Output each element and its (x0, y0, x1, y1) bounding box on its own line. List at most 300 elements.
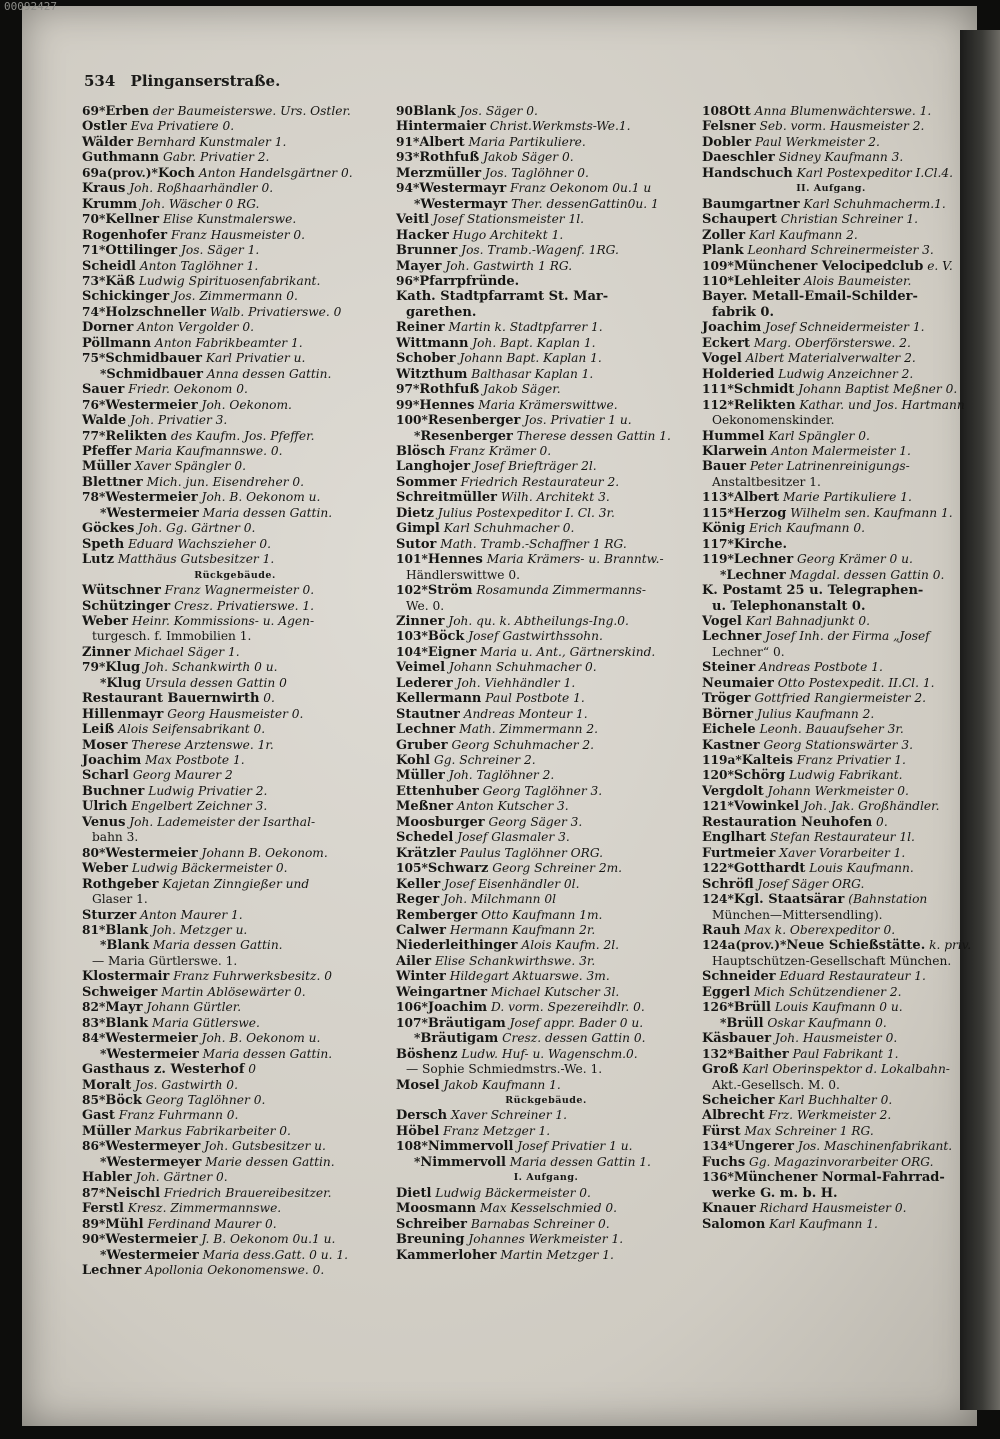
entry-name: Moser (82, 737, 128, 753)
entry-name: Wittmann (396, 335, 469, 351)
entry-name: Calwer (396, 923, 447, 939)
entry-details: Maria dess.Gatt. 0 u. 1. (198, 1247, 348, 1262)
directory-entry (702, 397, 965, 413)
directory-entry (82, 938, 388, 953)
entry-name: Erben (105, 104, 149, 119)
directory-entry (82, 738, 388, 753)
column-2 (396, 104, 696, 1263)
entry-details: Kajetan Zinngießer und (158, 876, 310, 891)
entry-name: Dersch (396, 1108, 448, 1124)
entry-name: Schneider (702, 969, 776, 985)
entry-name: Kraus (82, 181, 126, 197)
entry-continuation: turgesch. f. Immobilien 1. (92, 629, 252, 644)
entry-name: Westermeier (106, 1046, 199, 1062)
entry-continuation: Oekonomenskinder. (712, 413, 835, 428)
directory-entry (82, 846, 388, 861)
directory-entry (702, 676, 960, 691)
entry-name: Moralt (82, 1077, 132, 1093)
directory-entry (702, 336, 960, 351)
directory-entry (396, 722, 696, 737)
directory-entry (702, 691, 960, 706)
house-number: 124a(prov.)* (702, 938, 787, 953)
directory-entry (82, 599, 388, 614)
directory-entry (396, 1047, 696, 1062)
entry-name: Schwarz (427, 861, 489, 877)
entry-name: Gruber (396, 737, 448, 753)
entry-name: Schröfl (702, 876, 754, 892)
directory-entry (702, 738, 960, 753)
house-number: * (414, 1154, 421, 1169)
entry-name: Lutz (82, 552, 114, 568)
entry-details: Joh. Taglöhner 2. (444, 768, 555, 783)
entry-details: Franz Fuhrwerksbesitz. 0 (169, 969, 332, 984)
entry-details: Max Schreiner 1 RG. (740, 1123, 874, 1138)
entry-continuation: Anstaltbesitzer 1. (712, 474, 821, 489)
directory-entry (82, 799, 388, 814)
entry-details: Maria dessen Gattin 1. (505, 1154, 651, 1169)
entry-name: Guthmann (82, 150, 160, 166)
entry-name: Westermeyer (106, 1154, 202, 1170)
directory-entry (396, 429, 696, 444)
entry-name: Keller (396, 876, 441, 892)
house-number: 87* (82, 1185, 106, 1200)
directory-entry (396, 521, 696, 536)
entry-continuation: Akt.-Gesellsch. M. 0. (712, 1077, 840, 1092)
directory-entry (396, 629, 696, 644)
entry-name: Scheicher (702, 1093, 775, 1108)
entry-name: Weber (82, 613, 129, 629)
entry-details: Jos. Privatier 1 u. (520, 413, 632, 428)
entry-name: Westermeyer (105, 1139, 201, 1155)
entry-name: Vowinkel (733, 799, 800, 815)
entry-details: Elise Schankwirthswe. 3r. (431, 953, 596, 968)
directory-entry (82, 197, 388, 212)
directory-entry (82, 1232, 388, 1247)
house-number: 69a(prov.)* (82, 165, 158, 180)
entry-name: Blank (105, 923, 149, 939)
directory-entry (82, 320, 388, 335)
house-number: 100* (396, 413, 428, 428)
entry-name: fabrik 0. (712, 304, 774, 320)
entry-name: Albrecht (702, 1108, 765, 1124)
house-number: 101* (396, 552, 428, 567)
entry-details: Michael Kutscher 3l. (487, 984, 620, 999)
entry-details: Bernhard Kunstmaler 1. (133, 134, 287, 149)
directory-entry (82, 181, 388, 196)
entry-name: Blösch (396, 443, 446, 459)
directory-entry (82, 722, 388, 737)
entry-details: Maria Krämerswittwe. (474, 397, 618, 412)
entry-name: Joachim (702, 320, 762, 336)
directory-entry (82, 1248, 388, 1263)
entry-details: Eva Privatiere 0. (126, 119, 235, 134)
entry-details: Mich Schützendiener 2. (750, 984, 902, 999)
entry-details: Johann Bapt. Kaplan 1. (455, 351, 602, 366)
directory-entry (82, 1078, 388, 1093)
entry-name: Eggerl (702, 984, 751, 1000)
house-number: * (414, 196, 421, 211)
entry-details: Gabr. Privatier 2. (159, 150, 270, 165)
entry-name: Klarwein (702, 443, 768, 459)
entry-details: Franz Krämer 0. (445, 443, 552, 458)
entry-name: Ferstl (82, 1201, 124, 1217)
entry-continuation: Glaser 1. (92, 892, 148, 907)
entry-details: Joh. Gg. Gärtner 0. (134, 521, 256, 536)
entry-details: Christian Schreiner 1. (776, 212, 919, 227)
entry-name: Groß (702, 1062, 739, 1078)
entry-name: Schreiber (396, 1216, 468, 1232)
entry-details: Jakob Kaufmann 1. (439, 1077, 561, 1092)
directory-entry (702, 552, 960, 567)
entry-name: garethen. (406, 304, 477, 320)
directory-entry (702, 367, 960, 382)
entry-details: Josef Glasmaler 3. (453, 830, 570, 845)
entry-details: Andreas Postbote 1. (755, 660, 883, 675)
directory-entry (82, 459, 388, 474)
entry-name: Witzthum (396, 366, 468, 382)
entry-details: Josef Stationsmeister 1l. (429, 212, 585, 227)
entry-details: Karl Postexpeditor I.Cl.4. (792, 165, 953, 180)
entry-name: Habler (82, 1170, 132, 1186)
directory-entry (702, 1093, 960, 1108)
directory-entry (702, 289, 960, 304)
entry-details: J. B. Oekonom 0u.1 u. (197, 1232, 336, 1247)
entry-name: Lechner (733, 552, 794, 568)
entry-name: Lechner (702, 629, 762, 645)
entry-name: Kalteis (741, 753, 793, 769)
entry-details: Johann Schuhmacher 0. (445, 660, 597, 675)
directory-entry (702, 815, 960, 830)
entry-name: Klug (106, 675, 142, 691)
entry-details: Johann Baptist Meßner 0. (794, 382, 958, 397)
entry-name: Münchener Normal-Fahrrad- (733, 1170, 945, 1186)
entry-name: Rothfuß (419, 150, 480, 166)
directory-entry (396, 676, 696, 691)
directory-entry (702, 629, 960, 644)
entry-continuation: — Maria Gürtlerswe. 1. (92, 953, 238, 968)
entry-details: Balthasar Kaplan 1. (467, 366, 594, 381)
entry-name: Hillenmayr (82, 706, 164, 722)
directory-entry (396, 691, 696, 706)
entry-details: Alois Seifensabrikant 0. (114, 722, 266, 737)
directory-entry (702, 274, 960, 289)
entry-name: Scheidl (82, 258, 136, 274)
entry-name: Gimpl (396, 521, 440, 537)
entry-details: Ludwig Fabrikant. (785, 768, 903, 783)
house-number: * (100, 366, 107, 381)
entry-name: Langhojer (396, 459, 471, 475)
entry-name: Blank (105, 1015, 149, 1031)
entry-details: Frz. Werkmeister 2. (764, 1108, 892, 1123)
directory-entry (396, 938, 696, 953)
section-heading: I. Aufgang. (513, 1172, 579, 1184)
entry-details: Karl Schuhmacherm.1. (799, 196, 946, 211)
entry-details: Leonh. Bauaufseher 3r. (755, 722, 904, 737)
section-heading: Rückgebäude. (505, 1095, 587, 1106)
directory-entry (82, 104, 388, 119)
entry-details: Georg Maurer 2 (128, 768, 233, 783)
entry-details: Johann B. Oekonom. (197, 845, 328, 860)
entry-details: Anton Taglöhner 1. (136, 258, 259, 273)
entry-details: Apollonia Oekonomenswe. 0. (141, 1262, 325, 1277)
entry-details: Joh. B. Oekonom u. (197, 490, 321, 505)
house-number: 82* (82, 1000, 106, 1015)
entry-details: Hildegart Aktuarswe. 3m. (445, 969, 610, 984)
house-number: * (100, 1046, 107, 1061)
directory-entry (702, 846, 960, 861)
entry-name: Herzog (733, 505, 787, 521)
entry-name: Rothfuß (419, 382, 480, 398)
entry-name: Koch (157, 165, 195, 181)
directory-entry (702, 722, 960, 737)
directory-entry (396, 475, 696, 490)
entry-details: Xaver Spängler 0. (130, 459, 246, 474)
book-gutter (960, 30, 1000, 1410)
entry-name: Hennes (419, 397, 475, 413)
entry-details: Paul Fabrikant 1. (788, 1046, 899, 1061)
entry-details: Maria dessen Gattin. (198, 505, 333, 520)
entry-details: Jos. Säger 0. (455, 104, 538, 118)
directory-entry (396, 552, 696, 567)
house-number: 117* (702, 536, 734, 551)
entry-name: Baither (733, 1046, 789, 1062)
entry-details: Marg. Oberförsterswe. 2. (749, 335, 911, 350)
entry-details: Walb. Privatierswe. 0 (206, 304, 342, 319)
entry-details: Louis Kaufmann 0 u. (771, 1000, 903, 1015)
house-number: 102* (396, 583, 428, 598)
entry-name: Leiß (82, 722, 115, 738)
entry-name: Eichele (702, 722, 756, 738)
entry-details: Friedrich Restaurateur 2. (456, 474, 620, 489)
entry-continuation (702, 599, 960, 614)
entry-details: Joh. Privatier 3. (126, 413, 228, 428)
directory-entry (702, 1062, 960, 1077)
directory-entry (702, 150, 960, 165)
directory-entry (396, 738, 696, 753)
directory-entry (702, 892, 960, 907)
directory-entry (396, 1155, 696, 1170)
directory-entry (702, 660, 960, 675)
entry-name: Dietz (396, 505, 434, 521)
directory-entry (702, 506, 960, 521)
house-number: 109* (702, 258, 734, 273)
column-1 (82, 104, 388, 1278)
entry-details: 0. (259, 691, 275, 706)
house-number: 106* (396, 1000, 428, 1015)
entry-details: Hermann Kaufmann 2r. (446, 923, 596, 938)
entry-name: Bayer. Metall-Email-Schilder- (702, 289, 918, 305)
directory-entry (702, 166, 960, 181)
entry-name: u. Telephonanstalt 0. (712, 598, 866, 614)
directory-entry (702, 320, 960, 335)
directory-entry (702, 969, 960, 984)
house-number: 96* (396, 273, 420, 288)
entry-details: Anton Fabrikbeamter 1. (151, 335, 303, 350)
entry-name: Westermeier (105, 397, 198, 413)
entry-details: Rosamunda Zimmermanns- (472, 583, 647, 598)
entry-details: Jos. Zimmermann 0. (169, 289, 298, 304)
directory-entry (396, 181, 696, 196)
entry-details: Paul Postbote 1. (481, 691, 585, 706)
entry-name: Schedel (396, 830, 454, 846)
directory-entry (702, 1155, 960, 1170)
entry-name: Krumm (82, 196, 138, 212)
entry-name: Holderied (702, 366, 775, 382)
entry-details: Joh. Gärtner 0. (131, 1170, 228, 1185)
entry-name: Börner (702, 706, 754, 722)
entry-name: Vogel (702, 613, 742, 629)
house-number: 80* (82, 845, 106, 860)
directory-entry (82, 274, 388, 289)
directory-entry (702, 923, 960, 938)
house-number: 91* (396, 134, 420, 149)
entry-details: Ludwig Privatier 2. (144, 783, 268, 798)
entry-details: Karl Spängler 0. (764, 428, 870, 443)
directory-entry (396, 583, 696, 598)
house-number: 86* (82, 1139, 106, 1154)
entry-details: (Bahnstation (844, 892, 928, 907)
directory-entry (702, 1124, 960, 1139)
entry-details: Seb. vorm. Hausmeister 2. (755, 119, 925, 134)
entry-details: Anton Maurer 1. (136, 907, 243, 922)
entry-name: Steiner (702, 660, 756, 676)
entry-details: Joh. Oekonom. (197, 397, 292, 412)
house-number: 71* (82, 243, 106, 258)
entry-name: Lechner (726, 567, 786, 583)
entry-details: Louis Kaufmann. (805, 861, 914, 876)
entry-name: Klug (105, 660, 141, 676)
entry-name: Holzschneller (105, 304, 207, 320)
directory-entry (702, 707, 960, 722)
house-number: 69* (82, 104, 106, 118)
directory-entry (82, 367, 388, 382)
entry-name: Pfarrpfründe. (419, 273, 520, 289)
entry-name: Daeschler (702, 150, 775, 166)
entry-details: Karl Kaufmann 2. (745, 227, 858, 242)
entry-details: Joh. Hausmeister 0. (771, 1031, 898, 1046)
entry-details: Joh. Gutsbesitzer u. (200, 1139, 326, 1154)
entry-details: Karl Privatier u. (201, 351, 306, 366)
house-number: * (100, 505, 107, 520)
directory-entry (396, 243, 696, 258)
entry-details: Ludw. Huf- u. Wagenschm.0. (457, 1046, 638, 1061)
entry-details: Leonhard Schreinermeister 3. (743, 243, 934, 258)
directory-entry (396, 490, 696, 505)
entry-details: Xaver Schreiner 1. (447, 1108, 568, 1123)
entry-details: Martin Ablösewärter 0. (157, 984, 306, 999)
directory-entry (396, 892, 696, 907)
entry-name: Schützinger (82, 598, 171, 614)
entry-details: Anton Kutscher 3. (453, 799, 569, 814)
entry-name: Neischl (105, 1185, 161, 1201)
entry-details: Joh. Gastwirth 1 RG. (441, 258, 573, 273)
house-number: 108* (396, 1139, 428, 1154)
directory-entry (702, 1016, 960, 1031)
entry-details: Marie dessen Gattin. (201, 1154, 335, 1169)
entry-details: Karl Schuhmacher 0. (439, 521, 575, 536)
directory-entry (82, 1186, 388, 1201)
house-number: 74* (82, 304, 106, 319)
entry-name: Kammerloher (396, 1247, 497, 1263)
directory-entry (396, 166, 696, 181)
entry-details: Max Postbote 1. (141, 753, 245, 768)
entry-name: Krätzler (396, 845, 457, 861)
entry-name: Müller (82, 1123, 131, 1139)
entry-name: Ungerer (733, 1139, 794, 1155)
directory-entry (396, 1232, 696, 1247)
entry-details: Friedrich Brauereibesitzer. (160, 1185, 332, 1200)
entry-name: Westermeier (106, 505, 199, 521)
entry-details: Michael Säger 1. (130, 644, 240, 659)
entry-details: Max Kesselschmied 0. (476, 1201, 618, 1216)
entry-name: Ottilinger (105, 243, 178, 259)
directory-entry (396, 135, 696, 150)
directory-entry (82, 1263, 388, 1278)
entry-name: Reger (396, 892, 440, 908)
directory-entry (82, 784, 388, 799)
entry-details: Therese Arztenswe. 1r. (127, 737, 274, 752)
directory-entry (82, 1155, 388, 1170)
entry-name: Schweiger (82, 984, 158, 1000)
entry-details: Ludwig Anzeichner 2. (774, 366, 914, 381)
entry-name: Wälder (82, 134, 134, 150)
entry-details: Xaver Vorarbeiter 1. (775, 845, 906, 860)
entry-details: Engelbert Zeichner 3. (127, 799, 268, 814)
house-number: 120* (702, 768, 734, 783)
entry-name: Brunner (396, 243, 458, 259)
entry-details: Joh. Bapt. Kaplan 1. (468, 335, 596, 350)
directory-entry (396, 320, 696, 335)
entry-details: e. V. (923, 258, 953, 273)
entry-name: Westermeier (105, 1031, 198, 1047)
directory-entry (82, 289, 388, 304)
entry-name: Merzmüller (396, 165, 482, 181)
entry-details: der Baumeisterswe. Urs. Ostler. (148, 104, 351, 118)
entry-name: Böshenz (396, 1046, 458, 1062)
directory-entry (82, 908, 388, 923)
house-number: 119* (702, 552, 734, 567)
directory-entry (396, 1016, 696, 1031)
entry-name: Pfeffer (82, 443, 132, 459)
entry-name: Resenberger (420, 428, 513, 444)
entry-details: Georg Schreiner 2m. (488, 861, 623, 876)
house-number: 76* (82, 397, 106, 412)
entry-name: Englhart (702, 830, 767, 846)
directory-entry (82, 475, 388, 490)
entry-name: Brüll (733, 1000, 771, 1016)
directory-entry (82, 506, 388, 521)
house-number: 73* (82, 273, 106, 288)
entry-details: Georg Taglöhner 3. (478, 783, 603, 798)
entry-name: Kellermann (396, 691, 482, 707)
entry-name: Vergdolt (702, 783, 764, 799)
entry-details: Maria Kaufmannswe. 0. (131, 443, 283, 458)
directory-entry (396, 753, 696, 768)
entry-name: Böck (105, 1093, 142, 1108)
entry-details: Jos. Säger 1. (177, 243, 260, 258)
house-number: 110* (702, 273, 734, 288)
directory-entry (702, 1000, 960, 1015)
entry-continuation: Händlerswittwe 0. (406, 567, 521, 582)
entry-details: Wilhelm sen. Kaufmann 1. (786, 505, 953, 520)
directory-entry (82, 1016, 388, 1031)
page-header (84, 72, 280, 90)
entry-name: Westermeier (105, 845, 198, 861)
house-number: * (414, 1031, 421, 1046)
entry-details: Franz Fuhrmann 0. (114, 1108, 239, 1123)
column-3 (702, 104, 972, 1232)
entry-details: Markus Fabrikarbeiter 0. (130, 1123, 291, 1138)
